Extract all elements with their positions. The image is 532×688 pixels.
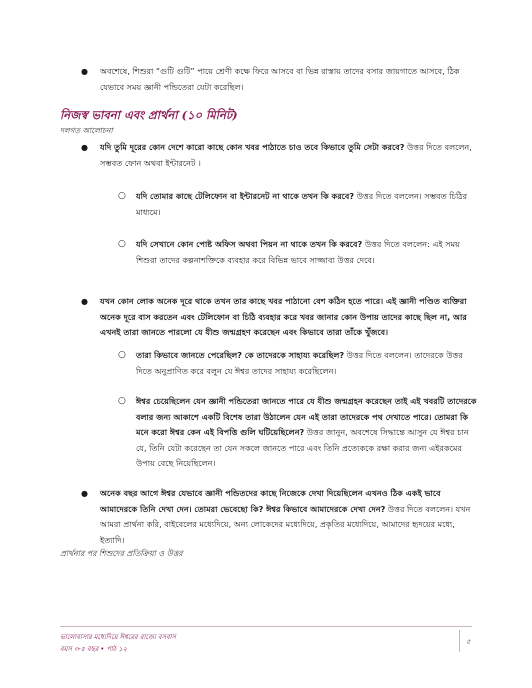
group-discussion-label: দলগত আলোচনা	[60, 126, 113, 135]
footer-divider	[60, 626, 472, 627]
sub-answer: উত্তর জানুন, অবশেষে সিদ্ধান্তে আসুন যে ঈশ্বর চান যে, তিনি যেটা করেছেন তা যেন সকলে জানতে পারে এবং তিনি প্রত্যেককে রক্ষা করার জন্য এইরকমের উপায় বেছে নিয়েছিলেন।	[136, 427, 469, 468]
footer-subtitle: বয়স ৩-৫ বছর • পাঠ ১২	[60, 645, 127, 653]
question-1-prompt: যদি তুমি দূরের কোন দেশে কারো কাছে কোন খবর পাঠাতে চাও তবে কিভাবে তুমি সেটা করবে?	[100, 142, 405, 152]
closing-note: প্রার্থনার পর শিশুদের প্রতিক্রিয়া ও উত্তর	[60, 549, 183, 558]
bullet-dot: ●	[81, 143, 88, 152]
question-1-sub-1	[136, 189, 480, 220]
sub-prompt: যদি সেখানে কোন পোষ্ট অফিস অথবা পিয়ন না থাকে তখন কি করবে?	[136, 239, 363, 249]
intro-text: অবশেষে, শিশুরা “গুটি গুটি” পায়ে শ্রেণী কক্ষে ফিরে আসবে বা ভিন্ন রাস্তায় তাদের বসার জায়গাতে আসবে, ঠিক যেভাবে সময় জ্ঞানী পন্ডিতেরা যেটা করেছিল।	[100, 66, 460, 92]
question-3-prompt: অনেক বছর আগে ঈশ্বর যেভাবে জ্ঞানী পন্ডিতদের কাছে নিজেকে দেখা দিয়েছিলেন এখনও ঠিক একই ভাবে আমাদেরকে তিনি দেখা দেন। তোমরা ভেবেছো কি? ঈশ্বর কিভাবে আমাদেরকে দেখা দেন?	[100, 488, 441, 514]
sub-answer: উত্তর দিতে বললেন: এই সময় শিশুরা তাদের কল্পনাশক্তিকে ব্যবহার করে বিভিন্ন ভাবে সাজ্জাব্য উত্তর দেবে।	[136, 239, 460, 265]
sub-prompt: যদি তোমার কাছে টেলিফোন বা ইন্টারনেট না থাকে তখন কি করবে?	[136, 191, 355, 201]
footer-vertical-divider	[459, 630, 460, 652]
section-title: নিজস্ব ভাবনা এবং প্রার্থনা (১০ মিনিট)	[60, 108, 238, 122]
question-2-prompt: যখন কোন লোক অনেক দূরে থাকে তখন তার কাছে খবর পাঠানো বেশ কঠিন হতে পারে। এই জ্ঞানী পণ্ডিত ব্যক্তিরা অনেক দূরে বাস করতেন এবং টেলিফোন বা চিঠি ব্যবহার করে খবর জানার কোন উপায় তাদের কাছে ছিল না, আর এখনই তারা জানতে পারলো যে যীশু জন্মগ্রহণ করেছেন এবং কিভাবে তারা তাঁকে খুঁজবে।	[100, 296, 467, 337]
footer-title: ভালোবাসার মধ্যেদিয়ে ঈশ্বরের রাজ্যে বসবাস	[60, 633, 176, 641]
question-3	[100, 486, 480, 548]
sub-answer: উত্তর দিতে বললেন। সম্ভবত চিঠির মাধ্যমে।	[136, 191, 468, 217]
sub-prompt: তারা কিভাবে জানতে পেরেছিল? কে তাদেরকে সাহায্য করেছিল?	[136, 350, 345, 360]
sub-prompt: ঈশ্বর চেয়েছিলেন যেন জ্ঞানী পন্ডিতেরা জানতে পারে যে যীশু জন্মগ্রহন করেছেন তাই এই খবরটি তাদেরকে বলার জন্য আকাশে একটি বিশেষ তারা উঠালেন যেন এই তারা তাদেরকে পথ দেখাতে পারে। তোমরা কি মনে করো ঈশ্বর কেন এই বিপত্তি গুলি ঘটিয়েছিলেন?	[136, 396, 477, 437]
question-3-answer: উত্তর দিতে বললেন। যখন আমরা প্রার্থনা করি, বাইবেলের মধ্যেদিয়ে, অন্য লোকেদের মধ্যেদিয়ে, প্রকৃতির মধ্যেদিয়ে, আমাদের হৃদয়ের মধ্যে, ইত্যাদি।	[100, 503, 471, 545]
page-number: ৫	[466, 638, 471, 646]
sub-bullet: ○	[118, 191, 126, 201]
sub-bullet: ○	[118, 350, 126, 360]
question-2	[100, 294, 480, 341]
sub-bullet: ○	[118, 239, 126, 249]
sub-bullet: ○	[118, 396, 126, 406]
question-1	[100, 140, 480, 171]
bullet-dot: ●	[81, 67, 88, 76]
question-1-answer: উত্তর দিতে বললেন, সম্ভবত ফোন অথবা ইন্টারনেট ।	[100, 142, 472, 168]
bullet-dot: ●	[81, 297, 88, 306]
intro-paragraph	[100, 64, 480, 95]
sub-answer: উত্তর দিতে বললেন। তাদেরকে উত্তর দিতে অনুপ্রাণিত করে বলুন যে ঈশ্বর তাদের সাহায্য করেছিলেন।	[136, 350, 463, 376]
question-1-sub-2	[136, 237, 480, 268]
question-2-sub-1	[136, 348, 480, 379]
bullet-dot: ●	[81, 489, 88, 498]
question-2-sub-2	[136, 394, 480, 472]
